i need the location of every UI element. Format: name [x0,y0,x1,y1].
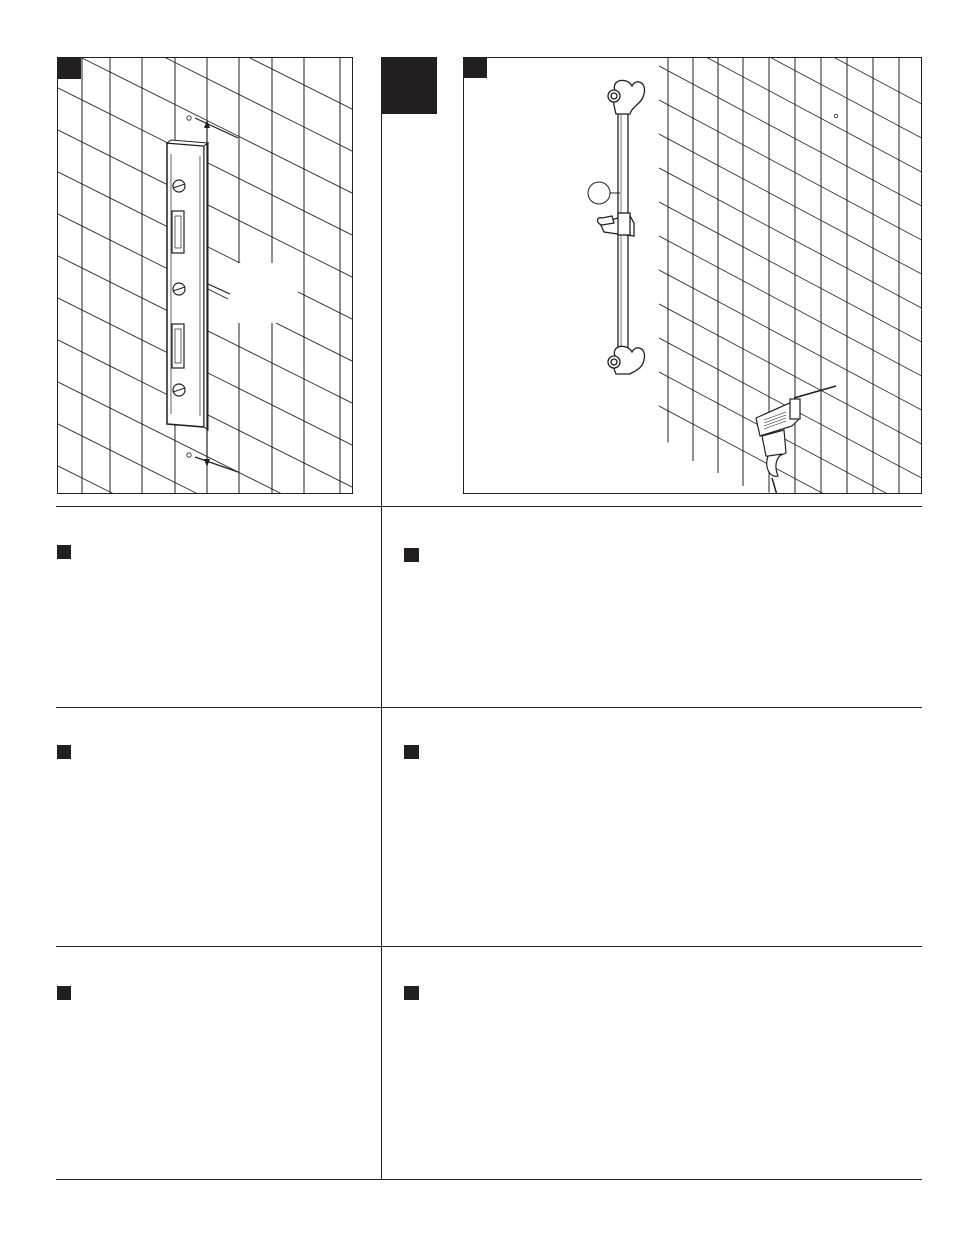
step-block-4 [404,745,914,935]
handshower-holder-icon [598,213,635,236]
figure-level-frame [57,57,353,494]
level-tool-icon [167,140,208,430]
step-marker-3 [57,745,71,759]
step-block-5 [57,986,367,1166]
figure-slidebar-frame [463,57,922,494]
center-divider [381,114,382,1179]
step-block-2 [404,548,914,698]
step-marker-5 [57,986,71,1000]
slidebar-illustration [464,58,922,494]
row-divider-3 [56,946,922,947]
wall-grout-vertical [82,58,340,494]
row-divider-2 [56,707,922,708]
callout-bubble [588,182,620,204]
step-marker-6 [404,986,419,1000]
step-tab [381,57,437,114]
step-marker-1 [57,545,71,559]
step-block-1 [57,545,367,695]
step-marker-4 [404,745,419,759]
power-drill-icon [756,386,836,494]
step-marker-2 [404,548,419,562]
step-block-6 [404,986,914,1166]
figure-left-number-marker [57,57,81,79]
step-block-3 [57,745,367,935]
row-divider-bottom [56,1179,922,1180]
figure-right-number-marker [463,57,487,78]
row-divider-1 [56,506,922,507]
drill-mark-icon [834,114,838,118]
level-illustration [58,58,353,494]
